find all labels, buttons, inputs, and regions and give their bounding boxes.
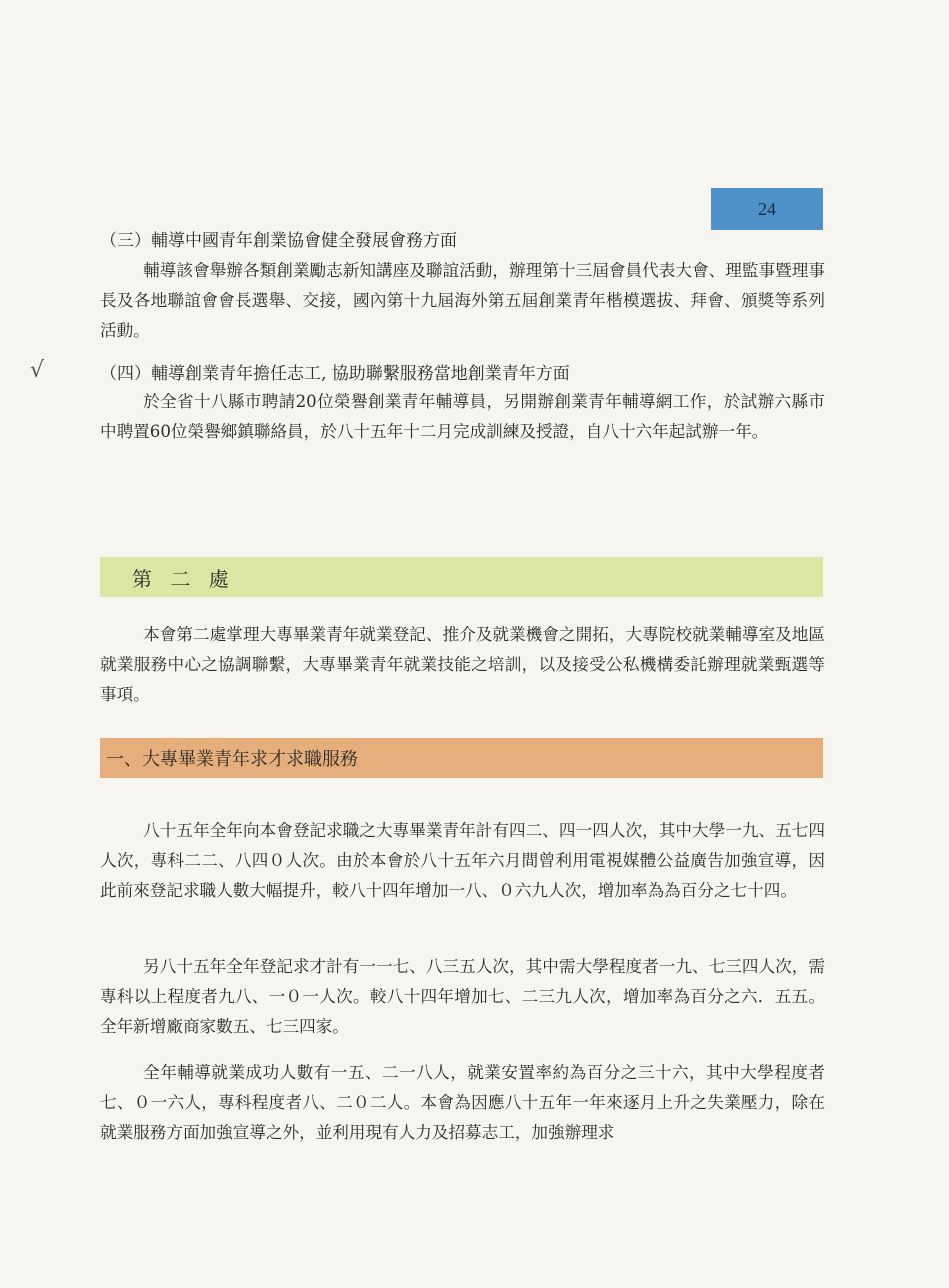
- division-title-band: [100, 557, 823, 597]
- section-4-body: 於全省十八縣市聘請20位榮譽創業青年輔導員，另開辦創業青年輔導網工作，於試辦六縣市中聘置60位榮譽鄉鎮聯絡員，於八十五年十二月完成訓練及授證，自八十六年起試辦一年。: [100, 392, 825, 441]
- division-title: 第 二 處: [132, 566, 235, 591]
- section-3-heading: （三）輔導中國青年創業協會健全發展會務方面: [100, 231, 457, 251]
- subsection-title: 一、大專畢業青年求才求職服務: [106, 749, 358, 770]
- section-4-heading: （四）輔導創業青年擔任志工, 協助聯繫服務當地創業青年方面: [100, 364, 570, 384]
- division-intro: 本會第二處掌理大專畢業青年就業登記、推介及就業機會之開拓，大專院校就業輔導室及地區就業服務中心之協調聯繫，大專畢業青年就業技能之培訓，以及接受公私機構委託辦理就業甄選等事項。: [100, 625, 825, 704]
- paragraph-job-openings: 另八十五年全年登記求才計有一一七、八三五人次，其中需大學程度者一九、七三四人次，需專科以上程度者九八、一０一人次。較八十四年增加七、二三九人次，增加率為百分之六．五五。全年新增廠商家數五、七三四家。: [100, 957, 825, 1036]
- subsection-title-band: [100, 738, 823, 778]
- paragraph-job-seekers: 八十五年全年向本會登記求職之大專畢業青年計有四二、四一四人次，其中大學一九、五七四人次，專科二二、八四０人次。由於本會於八十五年六月間曾利用電視媒體公益廣告加強宣導，因此前來登記求職人數大幅提升，較八十四年增加一八、０六九人次，增加率為為百分之七十四。: [100, 821, 825, 900]
- page-number-badge: [711, 188, 823, 230]
- page-number: 24: [758, 198, 776, 219]
- paragraph-placements: 全年輔導就業成功人數有一五、二一八人，就業安置率約為百分之三十六，其中大學程度者七、０一六人，專科程度者八、二０二人。本會為因應八十五年一年來逐月上升之失業壓力，除在就業服務方面加強宣導之外，並利用現有人力及招募志工，加強辦理求: [100, 1063, 825, 1142]
- margin-check-mark: √: [30, 358, 45, 383]
- section-3-body: 輔導該會舉辦各類創業勵志新知講座及聯誼活動，辦理第十三屆會員代表大會、理監事暨理事長及各地聯誼會會長選舉、交接，國內第十九屆海外第五屆創業青年楷模選拔、拜會、頒獎等系列活動。: [100, 261, 825, 340]
